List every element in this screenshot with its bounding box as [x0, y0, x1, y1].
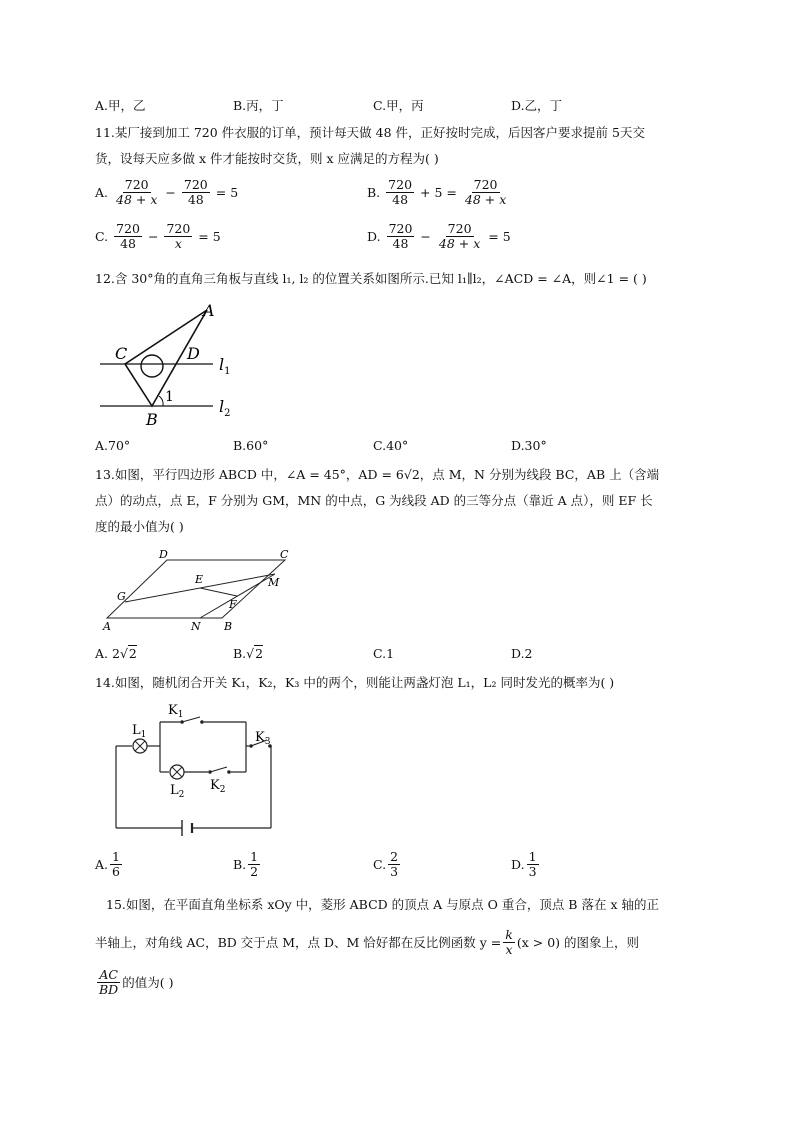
q13-option-c: C.1: [373, 646, 395, 661]
q13-label-n: N: [191, 620, 201, 633]
q12-label-a: A: [203, 301, 215, 320]
q14-circuit-figure: [110, 696, 285, 836]
q12-text: 12.含 30°角的直角三角板与直线 l₁, l₂ 的位置关系如图所示.已知 l₁∥l₂，∠ACD = ∠A，则∠1 = ( ): [95, 271, 647, 286]
q14-label-l2: $L_2$: [170, 783, 185, 800]
q14-switch-k1: [182, 717, 200, 722]
q14-option-c: C. $\frac{2}{3}$: [373, 849, 399, 879]
q15-text-line1: 15.如图，在平面直角坐标系 xOy 中，菱形 ABCD 的顶点 A 与原点 O 重合，顶点 B 落在 x 轴的正: [106, 897, 659, 912]
q13-text-line1: 13.如图，平行四边形 ABCD 中，∠A = 45°，AD = 6√2，点 M，N 分别为线段 BC，AB 上（含端: [95, 467, 660, 482]
q10-option-a: A.甲，乙: [95, 98, 146, 113]
q13-text-line2: 点）的动点，点 E，F 分别为 GM，MN 的中点，G 为线段 AD 的三等分点（靠近 A 点），则 EF 长: [95, 493, 653, 508]
q12-triangle-hole: [141, 355, 163, 377]
q11-option-c: C. $\frac{720}{48}$ − $\frac{720}{x}$ = 5: [95, 221, 221, 251]
q13-segment-en: [200, 588, 237, 596]
q14-options: [95, 850, 715, 886]
q13-label-b: B: [224, 620, 233, 633]
q11-options-row2: [95, 222, 715, 258]
q13-label-a: A: [103, 620, 111, 633]
q13-option-b: B. √2: [233, 646, 264, 661]
q12-label-c: C: [115, 344, 128, 363]
q12-option-a: A.70°: [95, 438, 131, 453]
q14-label-k1: $K_1$: [168, 703, 184, 720]
q12-label-1: 1: [165, 389, 174, 405]
q11-option-a: A. $\frac{720}{48 + x}$ − $\frac{720}{48}$ = 5: [95, 177, 239, 207]
q14-option-b: B. $\frac{1}{2}$: [233, 849, 259, 879]
q10-option-c: C.甲，丙: [373, 98, 424, 113]
q13-label-e: E: [195, 573, 204, 586]
q14-label-k3: $K_3$: [255, 730, 271, 747]
q12-label-l1: $l_1$: [219, 355, 231, 377]
q12-angle-arc: [159, 396, 163, 406]
q10-option-d: D.乙，丁: [511, 98, 563, 113]
q11-text-line2: 货，设每天应多做 x 件才能按时交货，则 x 应满足的方程为( ): [95, 151, 439, 166]
q12-option-b: B.60°: [233, 438, 269, 453]
q14-option-a: A. $\frac{1}{6}$: [95, 849, 120, 879]
q14-option-d: D. $\frac{1}{3}$: [511, 849, 537, 879]
q12-figure: [95, 298, 245, 432]
q12-label-l2: $l_2$: [219, 397, 231, 419]
q13-label-g: G: [117, 590, 126, 603]
q12-option-d: D.30°: [511, 438, 547, 453]
q15-text-line3: $\frac{AC}{BD}$ 的值为( ): [99, 967, 174, 997]
q11-option-b: B. $\frac{720}{48}$ + 5 = $\frac{720}{48 + x}$: [367, 177, 507, 207]
q14-switch-k2: [210, 767, 227, 772]
q10-option-b: B.丙，丁: [233, 98, 284, 113]
q12-label-d: D: [187, 344, 200, 363]
q13-option-d: D.2: [511, 646, 533, 661]
q13-segment-gn: [125, 602, 200, 618]
q11-option-d: D. $\frac{720}{48}$ − $\frac{720}{48 + x}$ = 5: [367, 221, 511, 251]
q11-options-row1: [95, 178, 715, 214]
q12-option-c: C.40°: [373, 438, 409, 453]
q11-text-line1: 11.某厂接到加工 720 件衣服的订单，预计每天做 48 件，正好按时完成，后因客户要求提前 5天交: [95, 125, 645, 140]
q14-label-l1: $L_1$: [132, 723, 147, 740]
q15-text-line2: 半轴上，对角线 AC，BD 交于点 M，点 D、M 恰好都在反比例函数 y = $\frac{k}{x}$ (x > 0) 的图象上，则: [95, 927, 640, 957]
q13-option-a: A. 2 √2: [95, 646, 137, 661]
q13-label-f: F: [229, 598, 237, 611]
q12-label-b: B: [146, 410, 158, 429]
q13-label-c: C: [280, 548, 289, 561]
q13-label-m: M: [268, 576, 280, 589]
q13-label-d: D: [159, 548, 168, 561]
q13-text-line3: 度的最小值为( ): [95, 519, 184, 534]
q14-label-k2: $K_2$: [210, 778, 226, 795]
q13-figure: [97, 546, 302, 634]
q14-text: 14.如图，随机闭合开关 K₁，K₂，K₃ 中的两个，则能让两盏灯泡 L₁，L₂ 同时发光的概率为( ): [95, 675, 615, 690]
